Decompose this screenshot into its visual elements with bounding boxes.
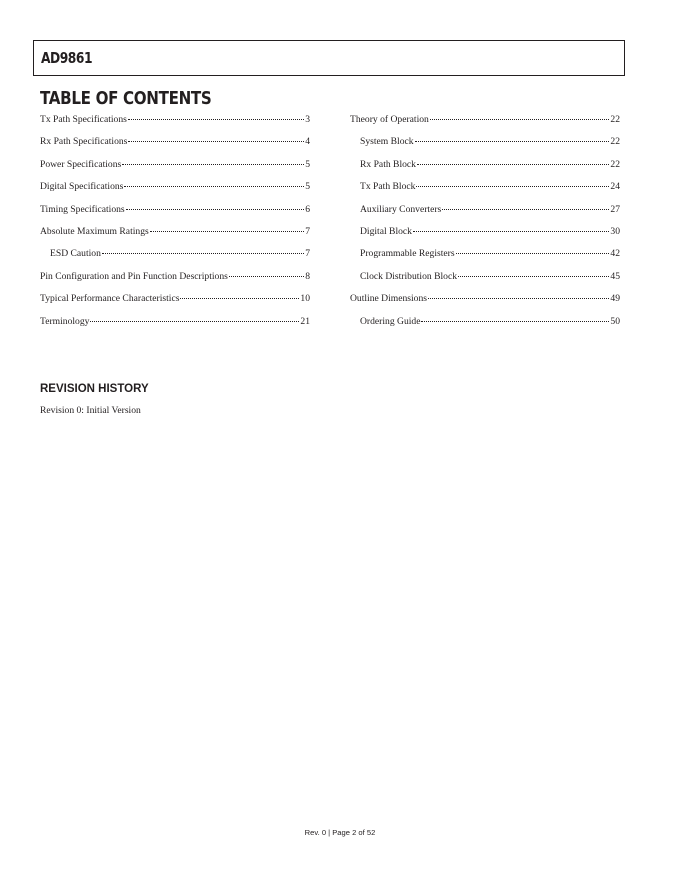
toc-entry-page: 7 [305,225,310,237]
toc-entry-title: Terminology [40,315,90,327]
toc-entry-title: ESD Caution [50,248,101,260]
toc-entry[interactable] [350,226,620,248]
toc-entry-page: 22 [610,136,620,148]
toc-entry[interactable] [350,293,620,315]
toc-entry-title: Outline Dimensions [350,293,428,305]
toc-entry-page: 50 [610,315,620,327]
toc-left-column [40,114,310,338]
toc-entry-title: Tx Path Specifications [40,114,127,125]
toc-entry-title: Pin Configuration and Pin Function Descriptions [40,270,228,282]
part-number: AD9861 [41,49,93,67]
toc-entry-title: Digital Block [360,225,412,237]
toc-leader-dots [126,209,305,210]
toc-entry-page: 22 [610,158,620,170]
toc-entry-title: Power Specifications [40,158,122,170]
toc-entry[interactable] [40,159,310,181]
toc-entry[interactable] [350,136,620,158]
toc-entry[interactable] [350,181,620,203]
toc-entry-title: Rx Path Specifications [40,136,128,148]
toc-leader-dots [417,164,609,165]
toc-entry-page: 30 [610,225,620,237]
toc-leader-dots [229,276,304,277]
toc-right-column [350,114,620,338]
toc-entry-title: Ordering Guide [360,315,421,327]
toc-leader-dots [415,141,610,142]
toc-entry[interactable] [40,136,310,158]
toc-leader-dots [442,209,609,210]
toc-entry[interactable] [40,114,310,136]
toc-leader-dots [150,231,304,232]
toc-entry-page: 27 [610,203,620,215]
revision-entry: Revision 0: Initial Version [40,405,141,416]
toc-entry-title: Timing Specifications [40,203,125,215]
toc-leader-dots [128,141,304,142]
page-footer: Rev. 0 | Page 2 of 52 [304,828,376,837]
toc-entry-title: Tx Path Block [360,181,416,193]
toc-entry-title: Auxiliary Converters [360,203,442,215]
toc-entry[interactable] [350,204,620,226]
toc-leader-dots [124,186,304,187]
toc-entry-title: Typical Performance Characteristics [40,293,180,305]
toc-leader-dots [180,298,299,299]
toc-leader-dots [102,253,304,254]
toc-entry-page: 45 [610,270,620,282]
revision-history-heading: REVISION HISTORY [40,383,149,395]
toc-entry-title: Clock Distribution Block [360,270,458,282]
toc-entry-page: 4 [305,136,310,148]
toc-entry[interactable] [350,159,620,181]
toc-entry[interactable] [40,316,310,338]
toc-entry[interactable] [40,226,310,248]
toc-entry-title: Digital Specifications [40,181,124,193]
toc-entry-page: 10 [300,293,310,305]
toc-entry[interactable] [40,248,310,270]
toc-heading: TABLE OF CONTENTS [40,88,212,109]
toc-entry-title: Theory of Operation [350,114,429,125]
toc-entry-title: System Block [360,136,414,148]
toc-leader-dots [458,276,609,277]
toc-entry[interactable] [350,316,620,338]
toc-leader-dots [421,321,609,322]
toc-entry-page: 5 [305,181,310,193]
toc-leader-dots [430,119,610,120]
toc-entry-page: 42 [610,248,620,260]
toc-entry-page: 49 [610,293,620,305]
toc-entry-page: 7 [305,248,310,260]
toc-leader-dots [413,231,609,232]
toc-leader-dots [416,186,609,187]
toc-entry-page: 24 [610,181,620,193]
toc-entry[interactable] [40,293,310,315]
toc-leader-dots [128,119,304,120]
toc-entry-title: Rx Path Block [360,158,416,170]
toc-entry[interactable] [40,271,310,293]
toc-leader-dots [456,253,610,254]
toc-entry[interactable] [350,114,620,136]
toc-entry-title: Programmable Registers [360,248,455,260]
toc-entry-page: 6 [305,203,310,215]
toc-entry[interactable] [350,271,620,293]
toc-leader-dots [90,321,299,322]
toc-entry-page: 21 [300,315,310,327]
toc-entry[interactable] [40,204,310,226]
toc-leader-dots [428,298,609,299]
toc-entry[interactable] [40,181,310,203]
toc-entry-page: 22 [610,114,620,125]
toc-leader-dots [122,164,304,165]
toc-entry-page: 8 [305,270,310,282]
toc-entry-page: 5 [305,158,310,170]
header-box [33,40,625,76]
toc-entry-title: Absolute Maximum Ratings [40,225,149,237]
toc-entry-page: 3 [305,114,310,125]
toc-entry[interactable] [350,248,620,270]
